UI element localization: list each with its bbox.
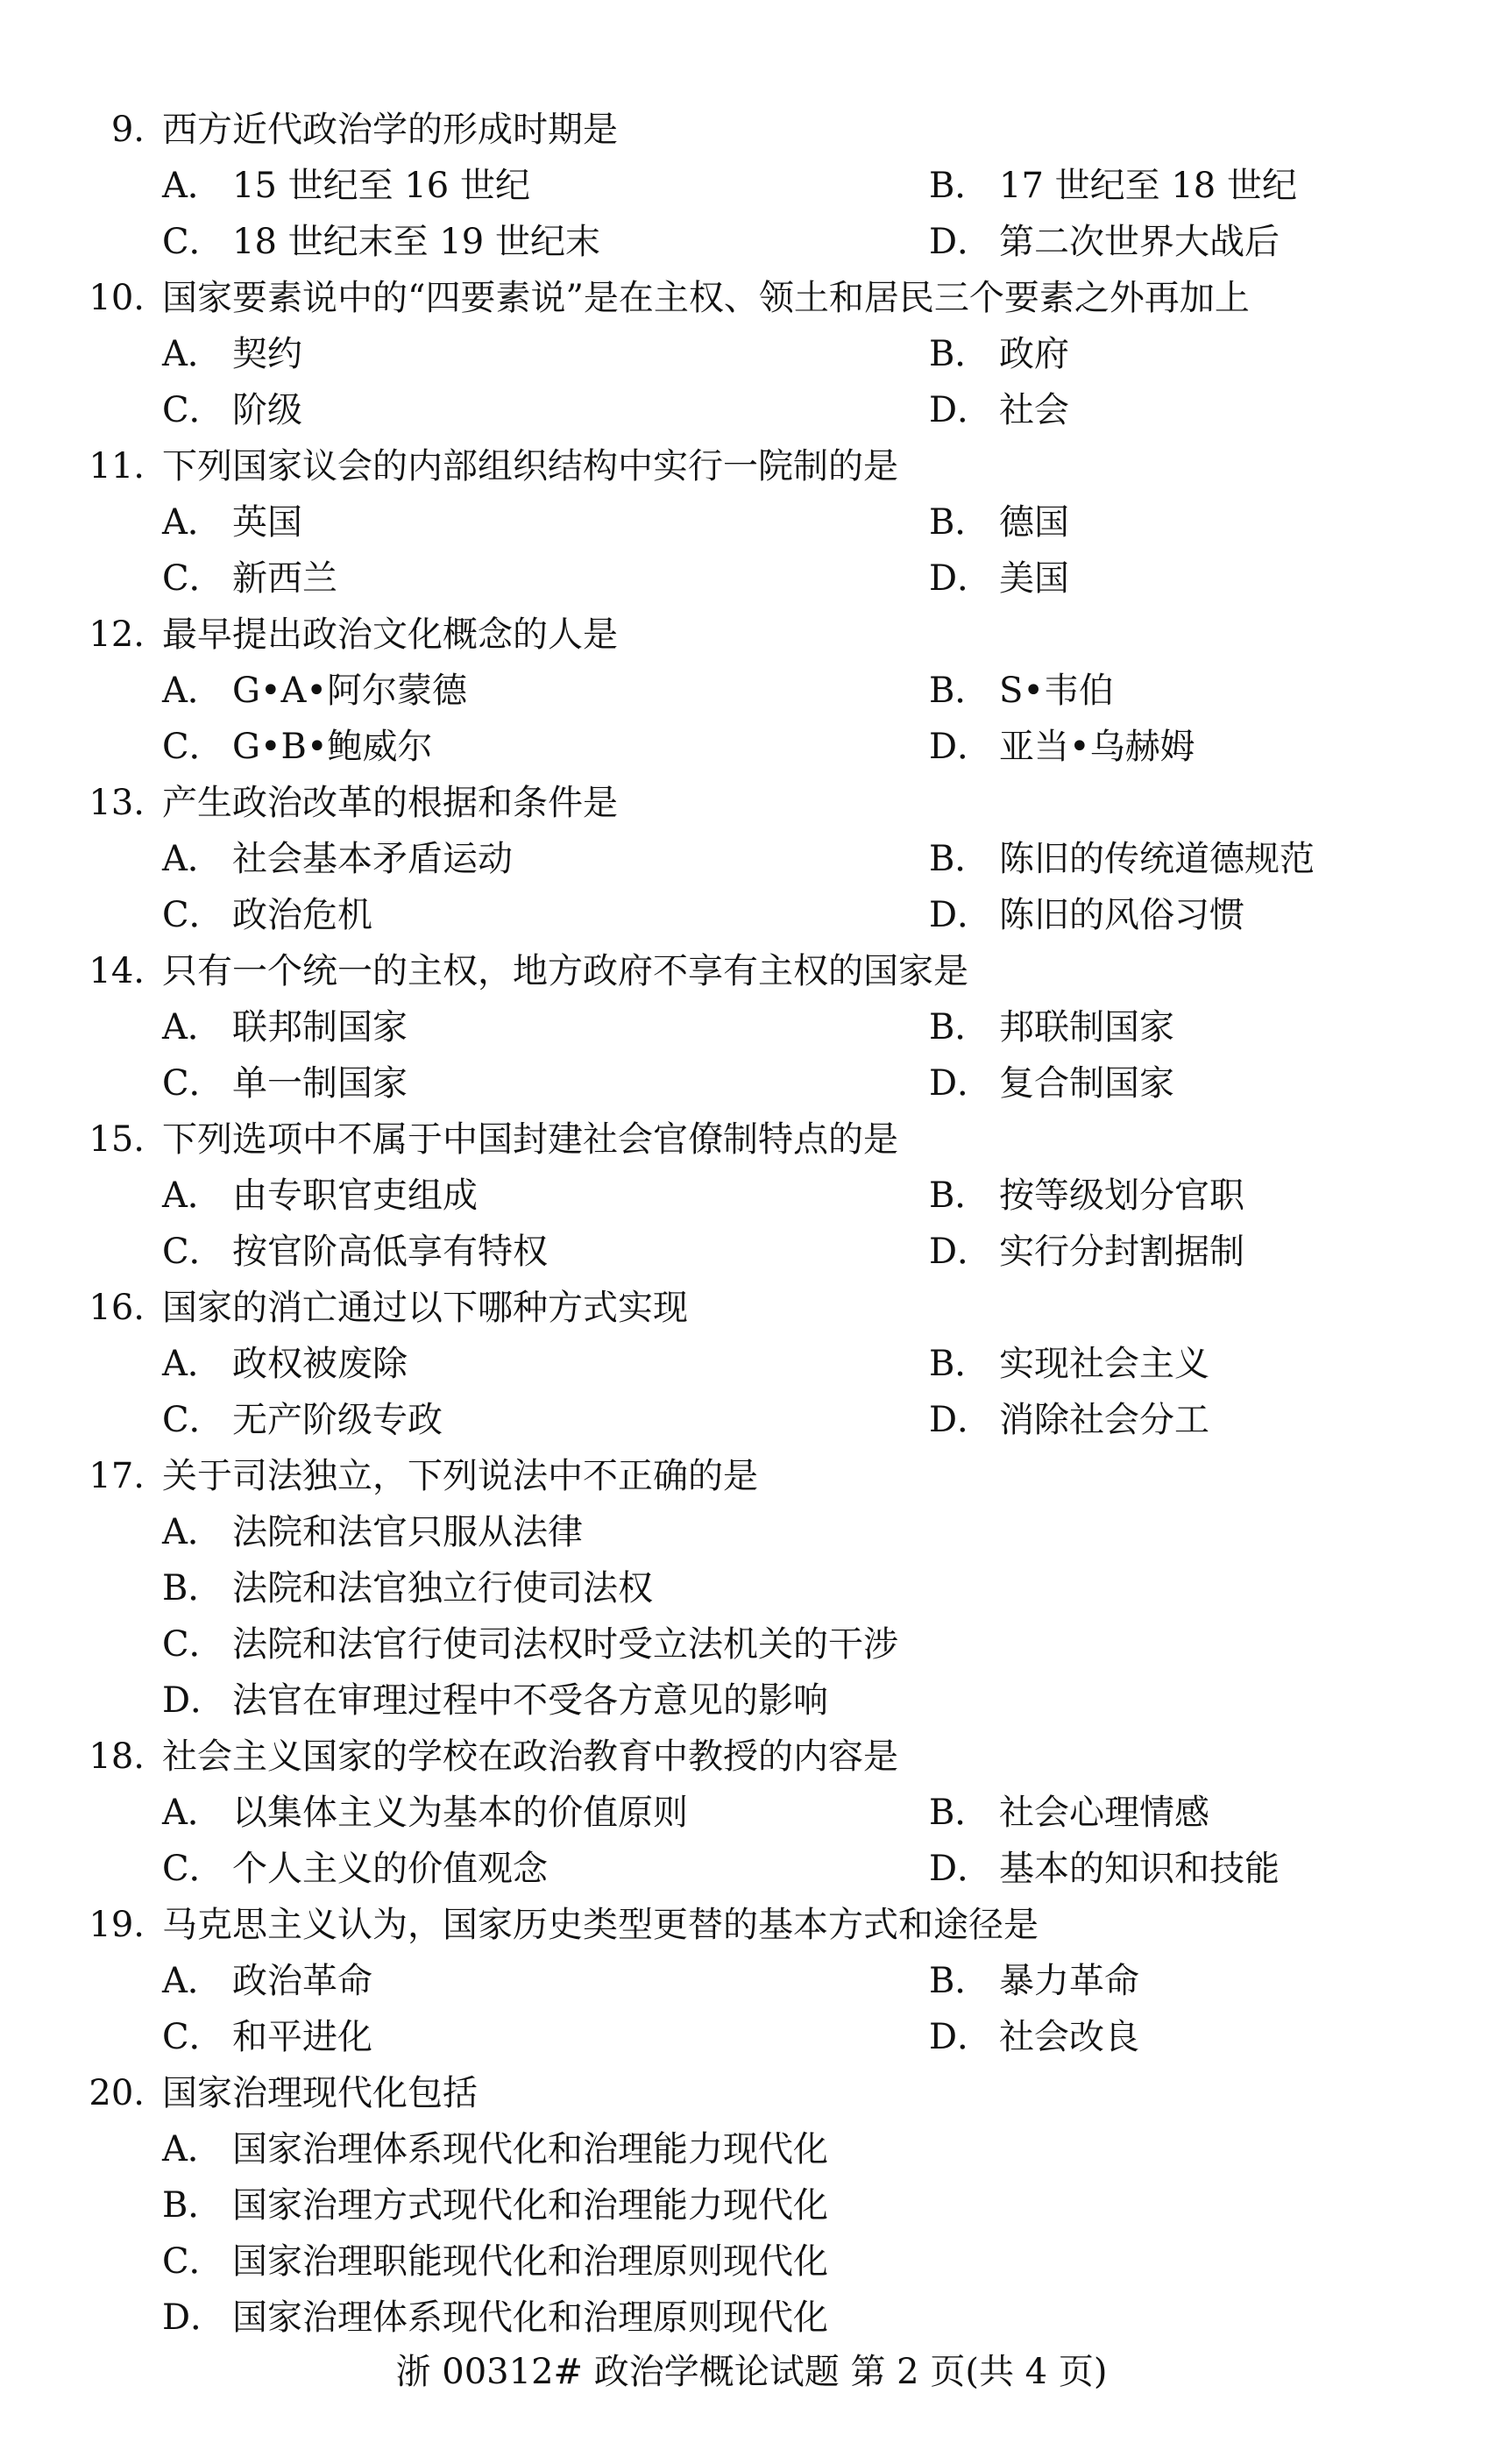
- option-b: B． 国家治理方式现代化和治理能力现代化: [162, 2185, 828, 2226]
- option-c: C． 18 世纪末至 19 世纪末: [162, 222, 600, 262]
- option-a: A． 英国: [162, 502, 302, 543]
- option-b: B． 德国: [929, 502, 1069, 543]
- option-a: A． 15 世纪至 16 世纪: [162, 166, 530, 206]
- question-stem: 国家的消亡通过以下哪种方式实现: [162, 1288, 688, 1328]
- question-number: 20.: [89, 2073, 145, 2113]
- option-b: B． 17 世纪至 18 世纪: [929, 166, 1297, 206]
- option-d: D． 消除社会分工: [929, 1400, 1209, 1440]
- option-d: D． 国家治理体系现代化和治理原则现代化: [162, 2297, 828, 2338]
- option-b: B． 按等级划分官职: [929, 1175, 1244, 1216]
- option-a: A． 以集体主义为基本的价值原则: [162, 1793, 688, 1833]
- option-d: D． 美国: [929, 558, 1069, 599]
- option-d: D． 亚当•乌赫姆: [929, 727, 1195, 767]
- option-d: D． 社会改良: [929, 2017, 1139, 2057]
- option-b: B． 实现社会主义: [929, 1344, 1209, 1384]
- option-d: D． 实行分封割据制: [929, 1232, 1244, 1272]
- question-number: 10.: [89, 278, 145, 318]
- option-b: B． S•韦伯: [929, 671, 1114, 711]
- option-a: A． G•A•阿尔蒙德: [162, 671, 468, 711]
- option-b: B． 政府: [929, 334, 1069, 374]
- question-number: 11.: [89, 446, 145, 486]
- option-c: C． 单一制国家: [162, 1063, 408, 1104]
- option-d: D． 复合制国家: [929, 1063, 1174, 1104]
- option-b: B． 法院和法官独立行使司法权: [162, 1568, 653, 1608]
- question-stem: 下列选项中不属于中国封建社会官僚制特点的是: [162, 1119, 898, 1160]
- option-a: A． 契约: [162, 334, 302, 374]
- option-c: C． 政治危机: [162, 895, 372, 935]
- question-stem: 最早提出政治文化概念的人是: [162, 614, 618, 655]
- option-b: B． 陈旧的传统道德规范: [929, 839, 1315, 879]
- option-d: D． 陈旧的风俗习惯: [929, 895, 1244, 935]
- option-d: D． 基本的知识和技能: [929, 1849, 1280, 1889]
- question-stem: 产生政治改革的根据和条件是: [162, 783, 618, 823]
- question-number: 13.: [89, 783, 145, 823]
- question-stem: 马克思主义认为，国家历史类型更替的基本方式和途径是: [162, 1905, 1039, 1945]
- option-a: A． 联邦制国家: [162, 1007, 408, 1047]
- option-a: A． 国家治理体系现代化和治理能力现代化: [162, 2129, 828, 2169]
- question-number: 14.: [89, 951, 145, 991]
- question-stem: 国家治理现代化包括: [162, 2073, 478, 2113]
- question-number: 12.: [89, 614, 145, 655]
- option-c: C． 个人主义的价值观念: [162, 1849, 548, 1889]
- option-c: C． 阶级: [162, 390, 302, 430]
- option-c: C． 无产阶级专政: [162, 1400, 443, 1440]
- option-d: D． 第二次世界大战后: [929, 222, 1280, 262]
- option-a: A． 政权被废除: [162, 1344, 408, 1384]
- question-number: 9.: [110, 110, 145, 150]
- option-b: B． 暴力革命: [929, 1961, 1139, 2001]
- option-d: D． 社会: [929, 390, 1069, 430]
- option-d: D． 法官在审理过程中不受各方意见的影响: [162, 1680, 828, 1721]
- question-stem: 国家要素说中的“四要素说”是在主权、领土和居民三个要素之外再加上: [162, 278, 1250, 318]
- question-stem: 下列国家议会的内部组织结构中实行一院制的是: [162, 446, 898, 486]
- question-number: 18.: [89, 1736, 145, 1777]
- option-a: A． 法院和法官只服从法律: [162, 1512, 583, 1552]
- question-number: 15.: [89, 1119, 145, 1160]
- question-stem: 关于司法独立，下列说法中不正确的是: [162, 1456, 758, 1496]
- option-a: A． 政治革命: [162, 1961, 372, 2001]
- option-c: C． 法院和法官行使司法权时受立法机关的干涉: [162, 1624, 898, 1665]
- option-c: C． G•B•鲍威尔: [162, 727, 433, 767]
- option-a: A． 社会基本矛盾运动: [162, 839, 513, 879]
- option-a: A． 由专职官吏组成: [162, 1175, 478, 1216]
- question-stem: 只有一个统一的主权，地方政府不享有主权的国家是: [162, 951, 968, 991]
- option-c: C． 和平进化: [162, 2017, 372, 2057]
- option-c: C． 按官阶高低享有特权: [162, 1232, 548, 1272]
- question-number: 16.: [89, 1288, 145, 1328]
- option-b: B． 邦联制国家: [929, 1007, 1174, 1047]
- question-number: 17.: [89, 1456, 145, 1496]
- option-b: B． 社会心理情感: [929, 1793, 1209, 1833]
- question-number: 19.: [89, 1905, 145, 1945]
- page-footer: 浙 00312# 政治学概论试题 第 2 页(共 4 页): [395, 2352, 1108, 2392]
- option-c: C． 国家治理职能现代化和治理原则现代化: [162, 2241, 828, 2282]
- option-c: C． 新西兰: [162, 558, 337, 599]
- question-stem: 社会主义国家的学校在政治教育中教授的内容是: [162, 1736, 898, 1777]
- question-stem: 西方近代政治学的形成时期是: [162, 110, 618, 150]
